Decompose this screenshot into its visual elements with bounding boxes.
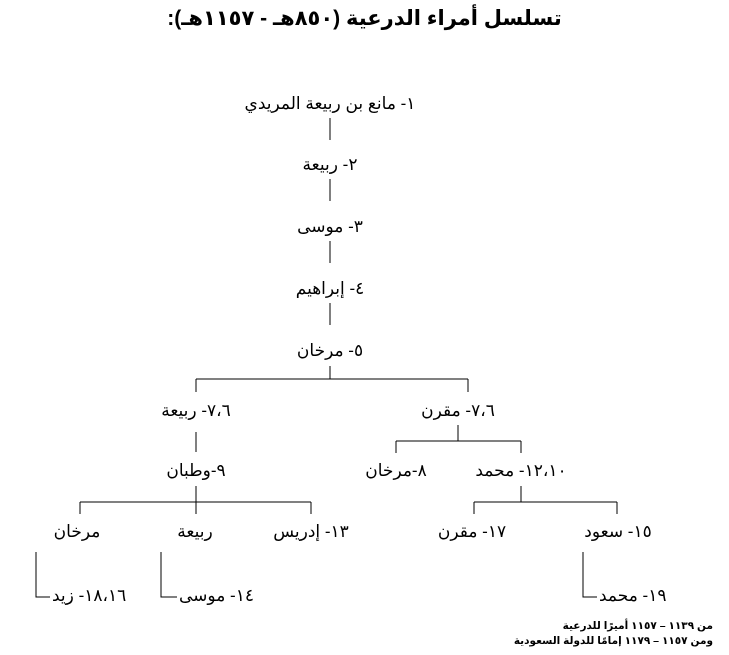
footnote	[514, 619, 713, 649]
link-rabia-musa	[161, 552, 177, 597]
footnote-line-2: ومن ١١٥٧ – ١١٧٩ إمامًا للدولة السعودية	[513, 635, 713, 647]
node-rabia-child: ربيعة	[177, 522, 213, 541]
link-markhan-zayd	[36, 552, 50, 597]
node-6-rabia: ٧،٦- ربيعة	[161, 401, 231, 420]
node-17: ١٧- مقرن	[437, 522, 507, 541]
node-10: ١٢،١٠- محمد	[475, 461, 567, 480]
node-5: ٥- مرخان	[296, 341, 364, 360]
node-9: ٩-وطبان	[166, 461, 226, 480]
node-3: ٣- موسى	[297, 217, 363, 236]
node-markhan-child: مرخان	[53, 522, 101, 541]
node-2: ٢- ربيعة	[302, 155, 358, 174]
node-13: ١٣- إدريس	[273, 522, 349, 541]
node-18: ١٨،١٦- زيد	[52, 586, 127, 605]
node-4: ٤- إبراهيم	[295, 279, 365, 298]
node-19: ١٩- محمد	[599, 586, 667, 605]
node-15: ١٥- سعود	[584, 522, 652, 541]
node-6-muqrin: ٧،٦- مقرن	[421, 401, 495, 420]
footnote-line-1: من ١١٣٩ – ١١٥٧ أميرًا للدرعية	[562, 620, 713, 632]
diagram-title: تسلسل أمراء الدرعية (٨٥٠هـ - ١١٥٧هـ):	[167, 7, 562, 30]
node-14: ١٤- موسى	[179, 586, 254, 605]
link-saud-muhammad	[583, 552, 597, 597]
node-8: ٨-مرخان	[365, 461, 427, 480]
node-1: ١- مانع بن ربيعة المريدي	[244, 94, 416, 113]
